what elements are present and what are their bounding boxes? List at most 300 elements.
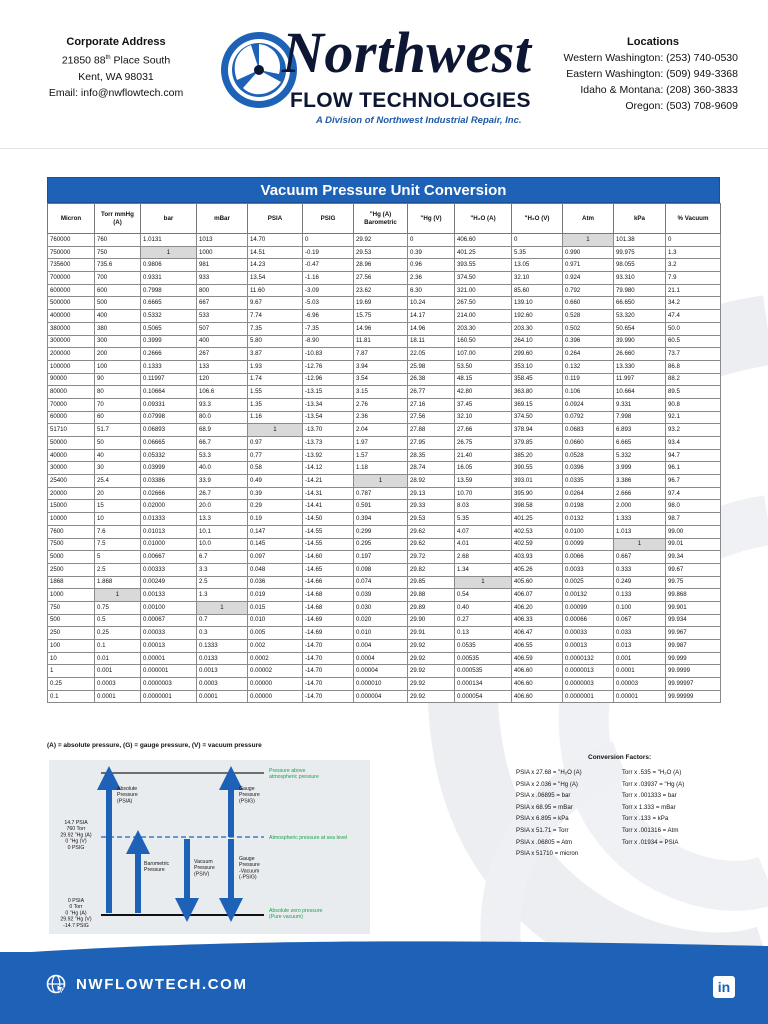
table-cell: 400 <box>95 310 141 323</box>
table-cell: 0.00333 <box>141 563 197 576</box>
table-cell: 26.7 <box>197 487 248 500</box>
table-cell: 0.010 <box>354 627 408 640</box>
absolute-pressure-label: Absolute <box>117 786 138 792</box>
table-cell: 3.386 <box>614 475 666 488</box>
table-cell: 96.1 <box>666 462 721 475</box>
pressure-legend-note: (A) = absolute pressure, (G) = gauge pressure, (V) = vacuum pressure <box>47 742 262 749</box>
table-cell: 94.7 <box>666 449 721 462</box>
table-cell: 0.528 <box>563 310 614 323</box>
table-row <box>48 297 721 310</box>
table-cell: 0.00001 <box>614 690 666 703</box>
table-cell: 16.05 <box>455 462 512 475</box>
table-cell: -13.73 <box>303 437 354 450</box>
table-cell: 0.5065 <box>141 322 197 335</box>
table-cell: 30 <box>95 462 141 475</box>
table-cell: -5.03 <box>303 297 354 310</box>
table-cell: 99.9999 <box>666 665 721 678</box>
table-row <box>48 665 721 678</box>
table-cell: 0.787 <box>354 487 408 500</box>
table-cell: 89.5 <box>666 386 721 399</box>
table-cell: 96.7 <box>666 475 721 488</box>
conversion-factors <box>488 754 748 874</box>
table-cell: 29.92 <box>408 690 455 703</box>
conversion-factor: PSIA x 6.895 = kPa <box>516 815 569 823</box>
table-cell: 0.036 <box>248 576 303 589</box>
table-cell: 500 <box>48 614 95 627</box>
table-cell: 7.74 <box>248 310 303 323</box>
table-cell: 200000 <box>48 348 95 361</box>
table-cell: 101.38 <box>614 234 666 247</box>
table-cell: 98.0 <box>666 500 721 513</box>
table-row <box>48 525 721 538</box>
table-cell: 0.10664 <box>141 386 197 399</box>
table-cell: 0.00667 <box>141 551 197 564</box>
table-cell: 98.055 <box>614 259 666 272</box>
table-cell: 1 <box>48 665 95 678</box>
table-cell: 34.2 <box>666 297 721 310</box>
table-cell: 0.0528 <box>563 449 614 462</box>
table-cell: 3.999 <box>614 462 666 475</box>
conversion-factor: Torr x .001333 = bar <box>622 792 677 800</box>
table-cell: 90 <box>95 373 141 386</box>
table-cell: 0.0066 <box>563 551 614 564</box>
table-cell: 20 <box>95 487 141 500</box>
table-cell: 0.119 <box>563 373 614 386</box>
table-cell: 50.0 <box>666 322 721 335</box>
table-cell: -14.70 <box>303 690 354 703</box>
gauge-pressure-label: Pressure <box>239 792 260 799</box>
table-cell: 0.09331 <box>141 398 197 411</box>
table-cell: 27.66 <box>455 424 512 437</box>
table-cell: 50 <box>95 437 141 450</box>
table-cell: 9.331 <box>614 398 666 411</box>
conversion-factors-title: Conversion Factors: <box>588 754 652 761</box>
conversion-factor: Torr x .133 = kPa <box>622 815 669 823</box>
table-cell: 200 <box>95 348 141 361</box>
corporate-address-title: Corporate Address <box>66 36 166 48</box>
table-cell: 93.3 <box>197 398 248 411</box>
table-cell: 4.07 <box>455 525 512 538</box>
table-cell: 29.82 <box>408 563 455 576</box>
table-cell: 0.00000 <box>248 690 303 703</box>
table-cell: 0.29 <box>248 500 303 513</box>
table-cell: 33.9 <box>197 475 248 488</box>
table-cell: 133 <box>197 360 248 373</box>
absolute-zero-label: (Pure vacuum) <box>269 914 304 921</box>
table-cell: 29.53 <box>354 246 408 259</box>
table-cell: 0.0033 <box>563 563 614 576</box>
table-cell: 0.00100 <box>141 601 197 614</box>
table-cell: 500000 <box>48 297 95 310</box>
table-cell: -1.16 <box>303 272 354 285</box>
table-cell: 1 <box>248 424 303 437</box>
table-cell: 1 <box>614 538 666 551</box>
table-cell: 0.000134 <box>455 678 512 691</box>
column-header: Torr mmHg (A) <box>95 204 141 234</box>
table-cell: 0.132 <box>563 360 614 373</box>
table-cell: 29.62 <box>408 538 455 551</box>
table-cell: 1 <box>141 246 197 259</box>
website-link[interactable] <box>46 974 248 994</box>
table-cell: 374.50 <box>512 411 563 424</box>
table-cell: 0.0000003 <box>563 678 614 691</box>
table-title: Vacuum Pressure Unit Conversion <box>47 177 720 203</box>
table-cell: 0.5332 <box>141 310 197 323</box>
table-cell: 0.020 <box>354 614 408 627</box>
table-cell: 7600 <box>48 525 95 538</box>
table-cell: 0.924 <box>563 272 614 285</box>
table-cell: 2.5 <box>95 563 141 576</box>
table-cell: 0.7 <box>197 614 248 627</box>
table-cell: 1.868 <box>95 576 141 589</box>
table-cell: 40000 <box>48 449 95 462</box>
vacuum-values-label: 0 PSIA <box>67 898 85 904</box>
table-cell: 2.76 <box>354 398 408 411</box>
table-cell: 11.81 <box>354 335 408 348</box>
conversion-factor: PSIA x 51710 = micron <box>516 850 579 858</box>
absolute-pressure-label: Pressure <box>117 792 138 799</box>
table-cell: 1.55 <box>248 386 303 399</box>
table-cell: 88.2 <box>666 373 721 386</box>
table-cell: 0.9806 <box>141 259 197 272</box>
table-cell: 14.23 <box>248 259 303 272</box>
table-cell: 981 <box>197 259 248 272</box>
gauge-vacuum-label: Gauge <box>239 856 255 862</box>
table-cell: 5.35 <box>455 513 512 526</box>
table-cell: 11.997 <box>614 373 666 386</box>
atmospheric-sea-level-label: Atmospheric pressure at sea level <box>269 835 348 841</box>
table-cell: 250 <box>48 627 95 640</box>
table-cell: 0.001 <box>614 652 666 665</box>
table-cell: 47.4 <box>666 310 721 323</box>
table-cell: 379.85 <box>512 437 563 450</box>
table-cell: 385.20 <box>512 449 563 462</box>
table-body <box>48 234 721 703</box>
table-cell: 1.57 <box>354 449 408 462</box>
table-cell: 405.26 <box>512 563 563 576</box>
table-row <box>48 310 721 323</box>
atmospheric-values-label: 0 PSIG <box>67 844 85 851</box>
table-cell: 400000 <box>48 310 95 323</box>
table-cell: 0.01000 <box>141 538 197 551</box>
table-cell: 0.3 <box>197 627 248 640</box>
table-cell: 406.47 <box>512 627 563 640</box>
logo-subtitle: FLOW TECHNOLOGIES <box>290 89 531 112</box>
table-cell: 50.654 <box>614 322 666 335</box>
table-cell: 0.792 <box>563 284 614 297</box>
table-cell: 0.0133 <box>197 652 248 665</box>
table-cell: 80000 <box>48 386 95 399</box>
linkedin-icon[interactable]: in <box>713 976 735 998</box>
table-cell: 7500 <box>48 538 95 551</box>
table-cell: 393.55 <box>455 259 512 272</box>
table-row <box>48 487 721 500</box>
table-cell: 0.074 <box>354 576 408 589</box>
table-cell: 405.60 <box>512 576 563 589</box>
table-cell: 0.02000 <box>141 500 197 513</box>
table-cell: 29.13 <box>408 487 455 500</box>
table-cell: 2.666 <box>614 487 666 500</box>
table-cell: 29.88 <box>408 589 455 602</box>
table-row <box>48 322 721 335</box>
table-row <box>48 589 721 602</box>
table-cell: 10 <box>48 652 95 665</box>
table-cell: 10.24 <box>408 297 455 310</box>
conversion-table <box>47 203 721 703</box>
conversion-factor: PSIA x 27.68 = "H₂O (A) <box>516 769 582 776</box>
table-cell: -13.15 <box>303 386 354 399</box>
table-cell: 369.15 <box>512 398 563 411</box>
table-cell: 13.59 <box>455 475 512 488</box>
table-cell: 0.0924 <box>563 398 614 411</box>
absolute-zero-label: Absolute zero pressure <box>269 908 323 914</box>
table-cell: 18.11 <box>408 335 455 348</box>
table-cell: 66.7 <box>197 437 248 450</box>
table-cell: 13.3 <box>197 513 248 526</box>
gauge-vacuum-label: Pressure <box>239 862 260 869</box>
conversion-factor: Torr x .535 = "H₂O (A) <box>622 769 682 776</box>
table-cell: 1 <box>354 475 408 488</box>
table-cell: -8.90 <box>303 335 354 348</box>
table-cell: -14.70 <box>303 652 354 665</box>
table-cell: 0.0000003 <box>141 678 197 691</box>
table-cell: 0.033 <box>614 627 666 640</box>
table-row <box>48 500 721 513</box>
corporate-address-city: Kent, WA 98031 <box>78 70 154 83</box>
table-cell: -0.19 <box>303 246 354 259</box>
table-cell: 99.987 <box>666 640 721 653</box>
table-cell: 92.1 <box>666 411 721 424</box>
column-header: "Hg (V) <box>408 204 455 234</box>
table-cell: -14.12 <box>303 462 354 475</box>
table-cell: 0.00003 <box>614 678 666 691</box>
table-cell: 0.58 <box>248 462 303 475</box>
table-cell: 0.197 <box>354 551 408 564</box>
table-cell: 380000 <box>48 322 95 335</box>
header-divider <box>0 148 768 149</box>
table-cell: 7.5 <box>95 538 141 551</box>
table-cell: 66.650 <box>614 297 666 310</box>
table-cell: 0.00013 <box>141 640 197 653</box>
table-cell: 0.03999 <box>141 462 197 475</box>
table-cell: 0.097 <box>248 551 303 564</box>
table-cell: 0.00013 <box>563 640 614 653</box>
table-cell: 10.0 <box>197 538 248 551</box>
corporate-email-link[interactable]: Email: info@nwflowtech.com <box>48 86 184 99</box>
table-cell: -14.21 <box>303 475 354 488</box>
street-number: 21850 88 <box>61 54 106 67</box>
table-cell: 28.35 <box>408 449 455 462</box>
table-cell: 0.00000 <box>248 678 303 691</box>
table-cell: 0.0001 <box>197 690 248 703</box>
table-cell: 13.54 <box>248 272 303 285</box>
column-header: PSIA <box>248 204 303 234</box>
table-cell: -14.65 <box>303 563 354 576</box>
table-cell: 321.00 <box>455 284 512 297</box>
table-cell: 73.7 <box>666 348 721 361</box>
table-cell: 0.00099 <box>563 601 614 614</box>
table-cell: -14.70 <box>303 640 354 653</box>
table-cell: 29.62 <box>408 525 455 538</box>
table-cell: 800 <box>197 284 248 297</box>
table-cell: 60 <box>95 411 141 424</box>
table-cell: 374.50 <box>455 272 512 285</box>
table-cell: 0.396 <box>563 335 614 348</box>
table-cell: 0.0264 <box>563 487 614 500</box>
table-cell: 68.9 <box>197 424 248 437</box>
table-cell: 139.10 <box>512 297 563 310</box>
table-cell: -6.96 <box>303 310 354 323</box>
table-cell: 1 <box>455 576 512 589</box>
page-header <box>0 0 768 150</box>
table-cell: 0.6665 <box>141 297 197 310</box>
atmospheric-values-label: 0 "Hg (V) <box>65 838 87 845</box>
table-cell: 380 <box>95 322 141 335</box>
conversion-factor: Torr x .03937 = "Hg (A) <box>622 780 685 788</box>
table-cell: 29.90 <box>408 614 455 627</box>
table-cell: 0.013 <box>614 640 666 653</box>
table-cell: 0.0000013 <box>563 665 614 678</box>
table-cell: 99.999 <box>666 652 721 665</box>
column-header: % Vacuum <box>666 204 721 234</box>
table-cell: 0.004 <box>354 640 408 653</box>
conversion-factor: Torr x .001316 = Atm <box>622 826 679 834</box>
factors-psia-column <box>516 767 582 860</box>
conversion-factor: PSIA x 68.95 = mBar <box>516 803 573 811</box>
table-cell: -14.50 <box>303 513 354 526</box>
location-eastern-wa: Eastern Washington: (509) 949-3368 <box>566 68 738 80</box>
table-cell: 0.591 <box>354 500 408 513</box>
table-row <box>48 614 721 627</box>
table-cell: 13.05 <box>512 259 563 272</box>
table-cell: 353.10 <box>512 360 563 373</box>
table-cell: 99.75 <box>666 576 721 589</box>
table-cell: 26.75 <box>455 437 512 450</box>
table-cell: 0.2666 <box>141 348 197 361</box>
table-cell: 358.45 <box>512 373 563 386</box>
table-cell: 8.03 <box>455 500 512 513</box>
table-cell: 6.7 <box>197 551 248 564</box>
table-cell: 13.330 <box>614 360 666 373</box>
table-cell: 10 <box>95 513 141 526</box>
table-cell: 98.7 <box>666 513 721 526</box>
table-cell: -13.54 <box>303 411 354 424</box>
table-cell: 28.74 <box>408 462 455 475</box>
table-cell: 0.0001 <box>95 690 141 703</box>
table-row <box>48 551 721 564</box>
gauge-pressure-label: (PSIG) <box>239 798 255 805</box>
table-cell: 0.0003 <box>95 678 141 691</box>
table-cell: 14.70 <box>248 234 303 247</box>
table-cell: 29.33 <box>408 500 455 513</box>
table-cell: 3.2 <box>666 259 721 272</box>
table-cell: 100 <box>48 640 95 653</box>
table-cell: 99.868 <box>666 589 721 602</box>
table-cell: 99.00 <box>666 525 721 538</box>
conversion-factor: PSIA x 51.71 = Torr <box>516 826 569 834</box>
table-cell: 406.60 <box>512 665 563 678</box>
table-cell: 0.145 <box>248 538 303 551</box>
table-cell: 0.133 <box>614 589 666 602</box>
table-cell: 1 <box>563 234 614 247</box>
table-cell: 933 <box>197 272 248 285</box>
table-cell: 27.88 <box>408 424 455 437</box>
table-cell: 0.0132 <box>563 513 614 526</box>
table-cell: 0.0535 <box>455 640 512 653</box>
table-cell: 0.001 <box>95 665 141 678</box>
table-cell: 99.975 <box>614 246 666 259</box>
table-cell: 21.1 <box>666 284 721 297</box>
table-cell: 390.55 <box>512 462 563 475</box>
table-row <box>48 373 721 386</box>
table-cell: 0.00535 <box>455 652 512 665</box>
conversion-factor: PSIA x 2.036 = "Hg (A) <box>516 780 578 788</box>
table-cell: 21.40 <box>455 449 512 462</box>
vacuum-pressure-label: Vacuum <box>194 859 213 865</box>
conversion-factor: PSIA x .06895 = bar <box>516 792 571 800</box>
table-cell: 0.40 <box>455 601 512 614</box>
table-cell: 0.00133 <box>141 589 197 602</box>
table-cell: 406.33 <box>512 614 563 627</box>
column-header: kPa <box>614 204 666 234</box>
table-row <box>48 246 721 259</box>
table-cell: -14.68 <box>303 589 354 602</box>
table-row <box>48 360 721 373</box>
table-cell: 0 <box>303 234 354 247</box>
table-cell: 6.665 <box>614 437 666 450</box>
table-cell: 53.3 <box>197 449 248 462</box>
table-cell: 0.07998 <box>141 411 197 424</box>
table-cell: 0.299 <box>354 525 408 538</box>
table-cell: 0.00004 <box>354 665 408 678</box>
vacuum-values-label: 29.92 "Hg (V) <box>60 916 92 923</box>
column-header: "Hg (A) Barometric <box>354 204 408 234</box>
table-cell: 0.0000132 <box>563 652 614 665</box>
table-cell: 99.967 <box>666 627 721 640</box>
column-header: bar <box>141 204 197 234</box>
table-cell: 7.35 <box>248 322 303 335</box>
table-cell: 106.6 <box>197 386 248 399</box>
table-cell: -13.34 <box>303 398 354 411</box>
conversion-table-container <box>47 177 720 703</box>
table-cell: 2.04 <box>354 424 408 437</box>
table-cell: -14.68 <box>303 601 354 614</box>
table-cell: 6.893 <box>614 424 666 437</box>
table-row <box>48 348 721 361</box>
table-cell: -12.76 <box>303 360 354 373</box>
table-cell: 750 <box>48 601 95 614</box>
locations <box>558 34 738 114</box>
table-cell: 0.1 <box>95 640 141 653</box>
table-cell: 300000 <box>48 335 95 348</box>
table-cell: 750 <box>95 246 141 259</box>
table-cell: 60000 <box>48 411 95 424</box>
table-cell: 0.502 <box>563 322 614 335</box>
table-cell: 1.0131 <box>141 234 197 247</box>
table-cell: 3.94 <box>354 360 408 373</box>
table-cell: 93.4 <box>666 437 721 450</box>
table-cell: 0.0025 <box>563 576 614 589</box>
table-cell: 406.60 <box>512 678 563 691</box>
vacuum-values-label: 0 "Hg (A) <box>65 910 87 917</box>
table-cell: 3.15 <box>354 386 408 399</box>
vacuum-pressure-label: Pressure <box>194 865 215 872</box>
conversion-factor: PSIA x .06805 = Atm <box>516 838 573 846</box>
table-cell: 0.0335 <box>563 475 614 488</box>
table-cell: 0.00132 <box>563 589 614 602</box>
column-header: mBar <box>197 204 248 234</box>
table-cell: 0.25 <box>48 678 95 691</box>
